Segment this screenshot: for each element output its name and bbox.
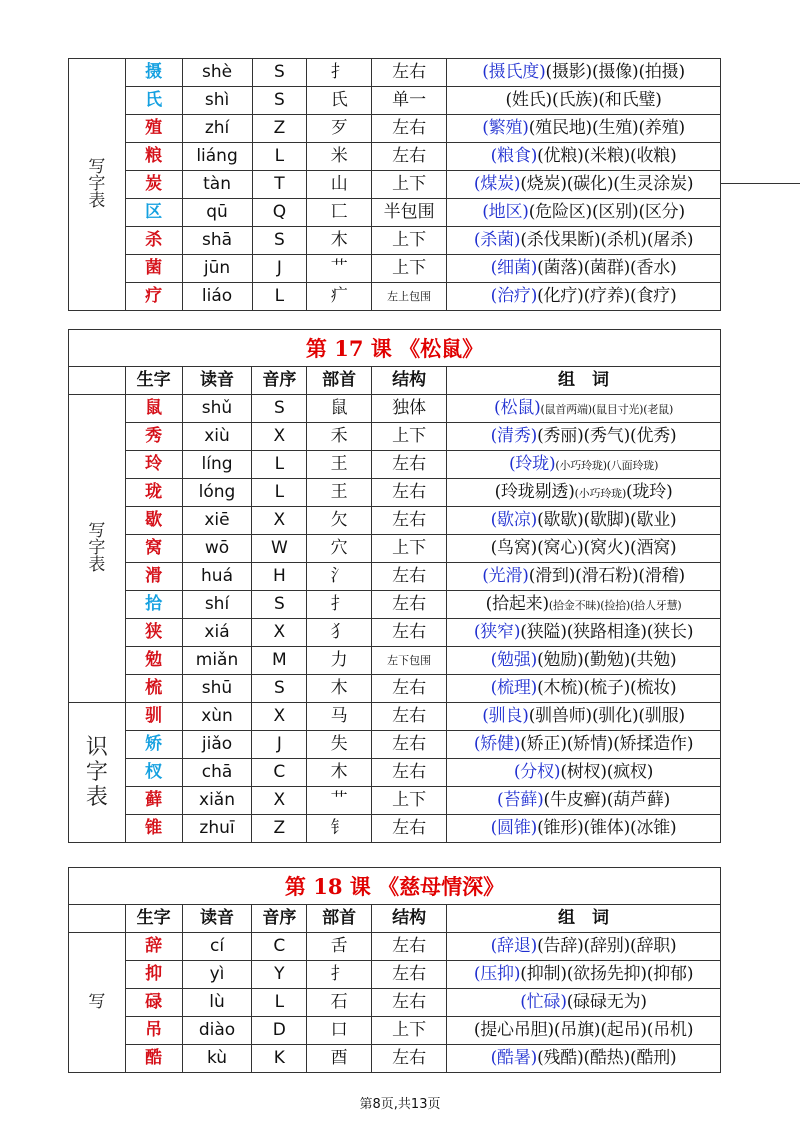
structure: 上下 — [372, 787, 447, 815]
table-row — [69, 283, 721, 311]
pinyin: diào — [182, 1017, 252, 1045]
character: 拾 — [125, 591, 182, 619]
word-list — [447, 787, 721, 815]
character: 矫 — [125, 731, 182, 759]
table-row — [69, 535, 721, 563]
structure: 左右 — [372, 989, 447, 1017]
table-row — [69, 787, 721, 815]
structure: 左右 — [372, 815, 447, 843]
index-letter: Z — [252, 815, 307, 843]
column-header-row — [69, 367, 721, 395]
structure: 左下包围 — [372, 647, 447, 675]
structure: 上下 — [372, 535, 447, 563]
character: 驯 — [125, 703, 182, 731]
word-list — [447, 395, 721, 423]
example-words: (化疗)(疗养)(食疗) — [537, 286, 677, 306]
pinyin: líng — [182, 451, 252, 479]
structure: 左右 — [372, 759, 447, 787]
structure: 左右 — [372, 703, 447, 731]
word-list — [447, 143, 721, 171]
example-words: (危险区)(区别)(区分) — [528, 202, 685, 222]
key-word: (狭窄) — [473, 622, 521, 642]
table-row — [69, 647, 721, 675]
example-words: (拾起来) — [485, 594, 549, 614]
character: 鼠 — [125, 395, 182, 423]
example-words: (勉励)(勤勉)(共勉) — [537, 650, 677, 670]
radical: 鼠 — [307, 395, 372, 423]
example-words: (鸟窝)(窝心)(窝火)(酒窝) — [490, 538, 677, 558]
word-list — [447, 255, 721, 283]
table-row — [69, 1045, 721, 1073]
radical: 匸 — [307, 199, 372, 227]
pinyin: tàn — [182, 171, 252, 199]
pinyin: lù — [182, 989, 252, 1017]
structure: 左右 — [372, 59, 447, 87]
word-list — [447, 1045, 721, 1073]
word-list — [447, 59, 721, 87]
table-row — [69, 563, 721, 591]
word-list — [447, 933, 721, 961]
pinyin: shā — [182, 227, 252, 255]
index-letter: L — [252, 479, 307, 507]
lesson-17-vocab-table — [68, 329, 721, 843]
word-list — [447, 989, 721, 1017]
column-header-blank — [69, 905, 126, 933]
index-letter: S — [252, 87, 307, 115]
radical: 氏 — [307, 87, 372, 115]
column-header: 结构 — [372, 367, 447, 395]
key-word: (摄氏度) — [482, 62, 546, 82]
radical: 失 — [307, 731, 372, 759]
radical: 疒 — [307, 283, 372, 311]
radical: 歹 — [307, 115, 372, 143]
structure: 上下 — [372, 171, 447, 199]
word-list — [447, 507, 721, 535]
character: 区 — [125, 199, 182, 227]
radical: 穴 — [307, 535, 372, 563]
table-row — [69, 59, 721, 87]
example-words: (抑制)(欲扬先抑)(抑郁) — [520, 964, 694, 984]
pinyin: kù — [182, 1045, 252, 1073]
character: 摄 — [125, 59, 182, 87]
table-row — [69, 507, 721, 535]
structure: 上下 — [372, 1017, 447, 1045]
example-words: (玲珑剔透) — [494, 482, 575, 502]
pinyin: cí — [182, 933, 252, 961]
pinyin: xiǎn — [182, 787, 252, 815]
structure: 左右 — [372, 731, 447, 759]
structure: 左右 — [372, 563, 447, 591]
table-row — [69, 395, 721, 423]
example-words: (驯兽师)(驯化)(驯服) — [528, 706, 685, 726]
example-words: (告辞)(辞别)(辞职) — [537, 936, 677, 956]
character: 粮 — [125, 143, 182, 171]
character: 藓 — [125, 787, 182, 815]
structure: 左右 — [372, 933, 447, 961]
key-word: (光滑) — [482, 566, 529, 586]
structure: 上下 — [372, 423, 447, 451]
column-header: 部首 — [307, 367, 372, 395]
radical: 艹 — [307, 787, 372, 815]
example-words: (鼠首两端)(鼠目寸光)(老鼠) — [540, 403, 674, 416]
example-words: (提心吊胆)(吊旗)(起吊)(吊机) — [473, 1020, 694, 1040]
pinyin: lóng — [182, 479, 252, 507]
character: 杀 — [125, 227, 182, 255]
index-letter: X — [252, 619, 307, 647]
lesson-title-row — [69, 868, 721, 905]
table-row — [69, 815, 721, 843]
lesson-16-vocab-table — [68, 58, 721, 311]
index-letter: C — [252, 759, 307, 787]
pinyin: zhí — [182, 115, 252, 143]
radical: 钅 — [307, 815, 372, 843]
example-words: (木梳)(梳子)(梳妆) — [537, 678, 677, 698]
example-words: (小巧玲珑)(八面玲珑) — [555, 459, 659, 472]
table-row — [69, 731, 721, 759]
structure: 左右 — [372, 451, 447, 479]
word-list — [447, 479, 721, 507]
character: 辞 — [125, 933, 182, 961]
word-list — [447, 199, 721, 227]
key-word: (圆锥) — [490, 818, 538, 838]
index-letter: J — [252, 731, 307, 759]
word-list — [447, 283, 721, 311]
example-words: (锥形)(锥体)(冰锥) — [537, 818, 677, 838]
structure: 左右 — [372, 675, 447, 703]
word-list — [447, 815, 721, 843]
example-words: (杀伐果断)(杀机)(屠杀) — [520, 230, 694, 250]
word-list — [447, 731, 721, 759]
key-word: (地区) — [482, 202, 529, 222]
pinyin: shí — [182, 591, 252, 619]
character: 碌 — [125, 989, 182, 1017]
column-header: 音序 — [252, 367, 307, 395]
structure: 左上包围 — [372, 283, 447, 311]
key-word: (辞退) — [490, 936, 538, 956]
character: 杈 — [125, 759, 182, 787]
key-word: (清秀) — [490, 426, 538, 446]
table-row — [69, 591, 721, 619]
radical: 王 — [307, 451, 372, 479]
pinyin: xiù — [182, 423, 252, 451]
pinyin: jiǎo — [182, 731, 252, 759]
structure: 左右 — [372, 143, 447, 171]
pinyin: shǔ — [182, 395, 252, 423]
column-header: 读音 — [182, 367, 252, 395]
radical: 米 — [307, 143, 372, 171]
index-letter: S — [252, 395, 307, 423]
character: 酷 — [125, 1045, 182, 1073]
index-letter: M — [252, 647, 307, 675]
column-header: 部首 — [307, 905, 372, 933]
index-letter: Z — [252, 115, 307, 143]
page-number: 第8页,共13页 — [359, 1097, 441, 1112]
key-word: (分杈) — [513, 762, 561, 782]
key-word: (松鼠) — [494, 398, 541, 418]
example-words: (碌碌无为) — [566, 992, 647, 1012]
example-words: (拾金不昧)(捡拾)(拾人牙慧) — [548, 599, 682, 612]
character: 菌 — [125, 255, 182, 283]
example-words: (殖民地)(生殖)(养殖) — [528, 118, 685, 138]
pinyin: liáng — [182, 143, 252, 171]
example-words: (牛皮癣)(葫芦藓) — [543, 790, 671, 810]
index-letter: S — [252, 227, 307, 255]
pinyin: shì — [182, 87, 252, 115]
example-words: (优粮)(米粮)(收粮) — [537, 146, 677, 166]
column-header: 组 词 — [447, 905, 721, 933]
example-words: (烧炭)(碳化)(生灵涂炭) — [520, 174, 694, 194]
index-letter: W — [252, 535, 307, 563]
lesson-title: 第 18 课 《慈母情深》 — [69, 868, 721, 905]
word-list — [447, 675, 721, 703]
word-list — [447, 961, 721, 989]
pinyin: jūn — [182, 255, 252, 283]
column-header: 生字 — [125, 367, 182, 395]
pinyin: xùn — [182, 703, 252, 731]
index-letter: L — [252, 989, 307, 1017]
structure: 左右 — [372, 1045, 447, 1073]
key-word: (粮食) — [490, 146, 538, 166]
structure: 半包围 — [372, 199, 447, 227]
pinyin: yì — [182, 961, 252, 989]
table-row — [69, 199, 721, 227]
margin-rule — [721, 183, 800, 184]
section-label: 识 字 表 — [69, 703, 126, 843]
column-header: 音序 — [252, 905, 307, 933]
word-list — [447, 535, 721, 563]
key-word: (酷暑) — [490, 1048, 538, 1068]
key-word: (勉强) — [490, 650, 538, 670]
table-row — [69, 675, 721, 703]
key-word: (繁殖) — [482, 118, 529, 138]
word-list — [447, 451, 721, 479]
table-row — [69, 451, 721, 479]
example-words: (矫正)(矫情)(矫揉造作) — [520, 734, 694, 754]
example-words: (歇歇)(歇脚)(歇业) — [537, 510, 677, 530]
radical: 酉 — [307, 1045, 372, 1073]
table-row — [69, 255, 721, 283]
word-list — [447, 87, 721, 115]
structure: 上下 — [372, 227, 447, 255]
radical: 马 — [307, 703, 372, 731]
character: 疗 — [125, 283, 182, 311]
example-words: (小巧玲珑) — [574, 487, 627, 500]
radical: 口 — [307, 1017, 372, 1045]
character: 歇 — [125, 507, 182, 535]
lesson-title-row — [69, 330, 721, 367]
pinyin: wō — [182, 535, 252, 563]
table-row — [69, 479, 721, 507]
radical: 扌 — [307, 59, 372, 87]
table-row — [69, 171, 721, 199]
word-list — [447, 563, 721, 591]
example-words: (树杈)(疯杈) — [560, 762, 654, 782]
index-letter: X — [252, 703, 307, 731]
radical: 扌 — [307, 961, 372, 989]
lesson-title: 第 17 课 《松鼠》 — [69, 330, 721, 367]
table-row — [69, 143, 721, 171]
key-word: (梳理) — [490, 678, 538, 698]
example-words: (滑到)(滑石粉)(滑稽) — [528, 566, 685, 586]
radical: 木 — [307, 227, 372, 255]
character: 梳 — [125, 675, 182, 703]
structure: 左右 — [372, 507, 447, 535]
pinyin: chā — [182, 759, 252, 787]
character: 秀 — [125, 423, 182, 451]
example-words: (珑玲) — [626, 482, 673, 502]
key-word: (压抑) — [473, 964, 521, 984]
pinyin: huá — [182, 563, 252, 591]
word-list — [447, 115, 721, 143]
character: 抑 — [125, 961, 182, 989]
structure: 左右 — [372, 479, 447, 507]
character: 殖 — [125, 115, 182, 143]
index-letter: Q — [252, 199, 307, 227]
radical: 扌 — [307, 591, 372, 619]
word-list — [447, 703, 721, 731]
pinyin: xiá — [182, 619, 252, 647]
pinyin: xiē — [182, 507, 252, 535]
word-list — [447, 647, 721, 675]
character: 玲 — [125, 451, 182, 479]
key-word: (杀菌) — [473, 230, 521, 250]
table-row — [69, 619, 721, 647]
column-header: 组 词 — [447, 367, 721, 395]
word-list — [447, 759, 721, 787]
index-letter: L — [252, 451, 307, 479]
radical: 禾 — [307, 423, 372, 451]
radical: 艹 — [307, 255, 372, 283]
index-letter: S — [252, 591, 307, 619]
index-letter: L — [252, 283, 307, 311]
pinyin: shè — [182, 59, 252, 87]
key-word: (矫健) — [473, 734, 521, 754]
index-letter: D — [252, 1017, 307, 1045]
table-row — [69, 759, 721, 787]
index-letter: L — [252, 143, 307, 171]
index-letter: C — [252, 933, 307, 961]
character: 炭 — [125, 171, 182, 199]
key-word: (治疗) — [490, 286, 538, 306]
radical: 石 — [307, 989, 372, 1017]
key-word: (忙碌) — [520, 992, 567, 1012]
key-word: (细菌) — [490, 258, 538, 278]
index-letter: Y — [252, 961, 307, 989]
section-label: 写 — [69, 933, 126, 1073]
structure: 左右 — [372, 961, 447, 989]
character: 勉 — [125, 647, 182, 675]
pinyin: zhuī — [182, 815, 252, 843]
structure: 左右 — [372, 591, 447, 619]
word-list — [447, 171, 721, 199]
column-header-row — [69, 905, 721, 933]
column-header: 读音 — [182, 905, 252, 933]
index-letter: K — [252, 1045, 307, 1073]
structure: 左右 — [372, 115, 447, 143]
example-words: (狭隘)(狭路相逢)(狭长) — [520, 622, 694, 642]
radical: 木 — [307, 675, 372, 703]
pinyin: miǎn — [182, 647, 252, 675]
table-row — [69, 227, 721, 255]
character: 珑 — [125, 479, 182, 507]
pinyin: liáo — [182, 283, 252, 311]
radical: 力 — [307, 647, 372, 675]
pinyin: qū — [182, 199, 252, 227]
table-row — [69, 989, 721, 1017]
column-header: 结构 — [372, 905, 447, 933]
character: 窝 — [125, 535, 182, 563]
index-letter: H — [252, 563, 307, 591]
index-letter: X — [252, 507, 307, 535]
lesson-18-vocab-table — [68, 867, 721, 1073]
radical: 木 — [307, 759, 372, 787]
character: 狭 — [125, 619, 182, 647]
table-row — [69, 115, 721, 143]
radical: 欠 — [307, 507, 372, 535]
key-word: (玲珑) — [508, 454, 556, 474]
example-words: (摄影)(摄像)(拍摄) — [545, 62, 685, 82]
key-word: (煤炭) — [473, 174, 521, 194]
table-row — [69, 961, 721, 989]
table-row — [69, 423, 721, 451]
structure: 左右 — [372, 619, 447, 647]
radical: 舌 — [307, 933, 372, 961]
radical: 山 — [307, 171, 372, 199]
key-word: (驯良) — [482, 706, 529, 726]
table-row — [69, 703, 721, 731]
word-list — [447, 591, 721, 619]
column-header: 生字 — [125, 905, 182, 933]
section-label: 写 字 表 — [69, 395, 126, 703]
column-header-blank — [69, 367, 126, 395]
pinyin: shū — [182, 675, 252, 703]
example-words: (菌落)(菌群)(香水) — [537, 258, 677, 278]
word-list — [447, 423, 721, 451]
index-letter: T — [252, 171, 307, 199]
example-words: (姓氏)(氏族)(和氏璧) — [505, 90, 662, 110]
key-word: (苔藓) — [497, 790, 544, 810]
character: 滑 — [125, 563, 182, 591]
example-words: (残酷)(酷热)(酷刑) — [537, 1048, 677, 1068]
character: 吊 — [125, 1017, 182, 1045]
key-word: (歇凉) — [490, 510, 538, 530]
radical: 氵 — [307, 563, 372, 591]
word-list — [447, 619, 721, 647]
index-letter: S — [252, 675, 307, 703]
index-letter: S — [252, 59, 307, 87]
word-list — [447, 227, 721, 255]
table-row — [69, 1017, 721, 1045]
section-label: 写 字 表 — [69, 59, 126, 311]
radical: 犭 — [307, 619, 372, 647]
structure: 单一 — [372, 87, 447, 115]
character: 锥 — [125, 815, 182, 843]
character: 氏 — [125, 87, 182, 115]
index-letter: X — [252, 787, 307, 815]
index-letter: X — [252, 423, 307, 451]
word-list — [447, 1017, 721, 1045]
table-row — [69, 87, 721, 115]
table-row — [69, 933, 721, 961]
index-letter: J — [252, 255, 307, 283]
radical: 王 — [307, 479, 372, 507]
structure: 独体 — [372, 395, 447, 423]
example-words: (秀丽)(秀气)(优秀) — [537, 426, 677, 446]
structure: 上下 — [372, 255, 447, 283]
